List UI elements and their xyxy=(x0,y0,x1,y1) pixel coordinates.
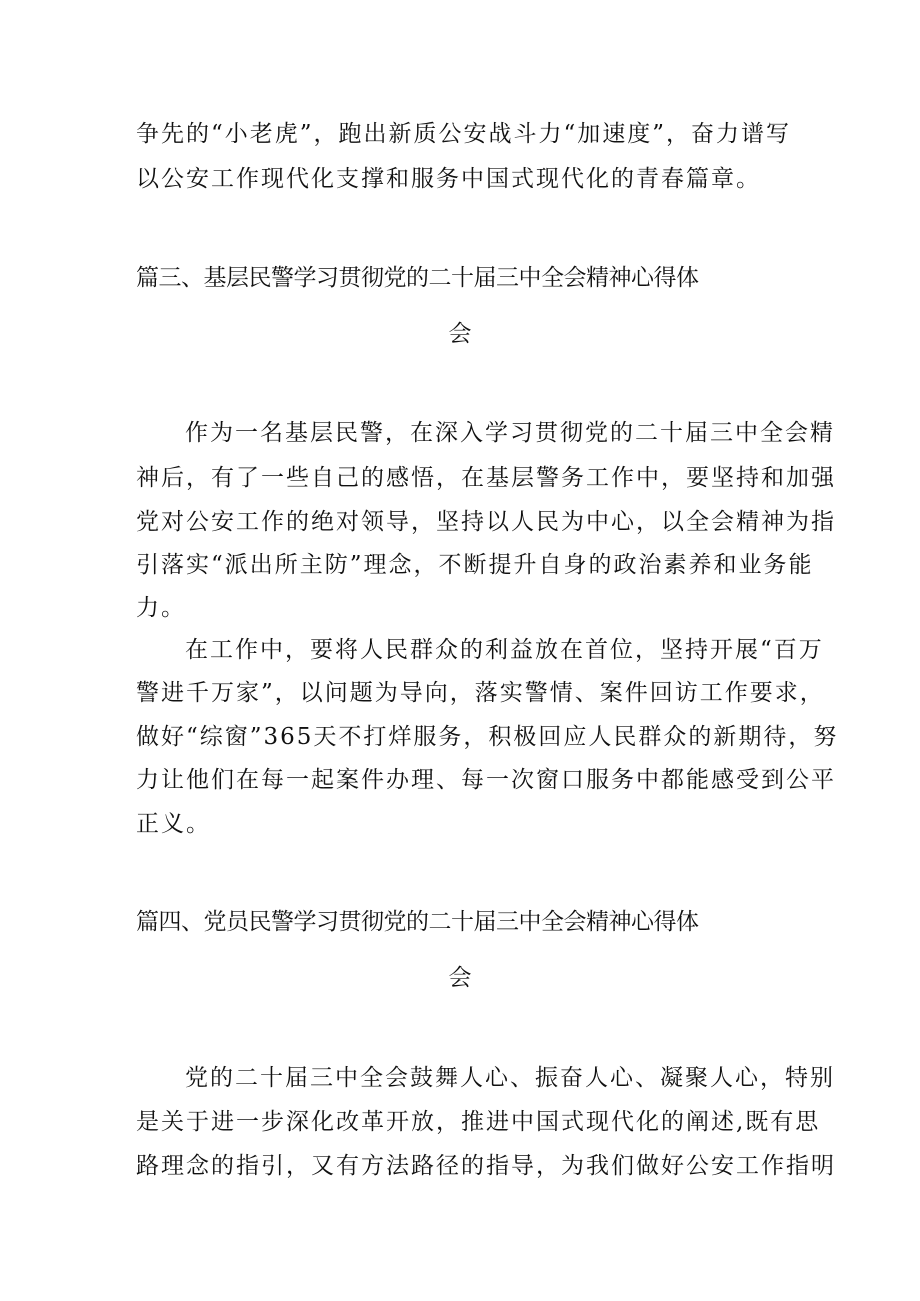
paragraph-line: 做好“综窗”365天不打烊服务，积极回应人民群众的新期待，努 xyxy=(136,724,839,750)
paragraph-line: 引落实“派出所主防”理念，不断提升自身的政治素养和业务能 xyxy=(136,552,814,578)
paragraph-line: 党的二十届三中全会鼓舞人心、振奋人心、凝聚人心，特别 xyxy=(185,1065,835,1091)
paragraph-line: 警进千万家”，以问题为导向，落实警情、案件回访工作要求， xyxy=(136,680,825,706)
paragraph-line: 力。 xyxy=(136,595,186,621)
paragraph-line: 是关于进一步深化改革开放，推进中国式现代化的阐述,既有思 xyxy=(136,1109,821,1135)
paragraph-line: 力让他们在每一起案件办理、每一次窗口服务中都能感受到公平 xyxy=(136,767,836,793)
paragraph-line: 路理念的指引，又有方法路径的指导，为我们做好公安工作指明 xyxy=(136,1153,836,1179)
paragraph-line: 正义。 xyxy=(136,811,211,837)
paragraph-line: 神后，有了一些自己的感悟，在基层警务工作中，要坚持和加强 xyxy=(136,465,836,491)
paragraph-line: 党对公安工作的绝对领导，坚持以人民为中心，以全会精神为指 xyxy=(136,509,836,535)
section-heading-continuation: 会 xyxy=(448,965,472,991)
paragraph-line: 作为一名基层民警，在深入学习贯彻党的二十届三中全会精 xyxy=(185,420,835,446)
section-heading: 篇四、党员民警学习贯彻党的二十届三中全会精神心得体 xyxy=(136,909,699,935)
paragraph-line: 在工作中，要将人民群众的利益放在首位，坚持开展“百万 xyxy=(185,637,824,663)
section-heading: 篇三、基层民警学习贯彻党的二十届三中全会精神心得体 xyxy=(136,265,699,291)
intro-line: 以公安工作现代化支撑和服务中国式现代化的青春篇章。 xyxy=(136,166,761,192)
section-heading-continuation: 会 xyxy=(448,321,472,347)
intro-line: 争先的“小老虎”，跑出新质公安战斗力“加速度”，奋力谱写 xyxy=(136,121,792,147)
